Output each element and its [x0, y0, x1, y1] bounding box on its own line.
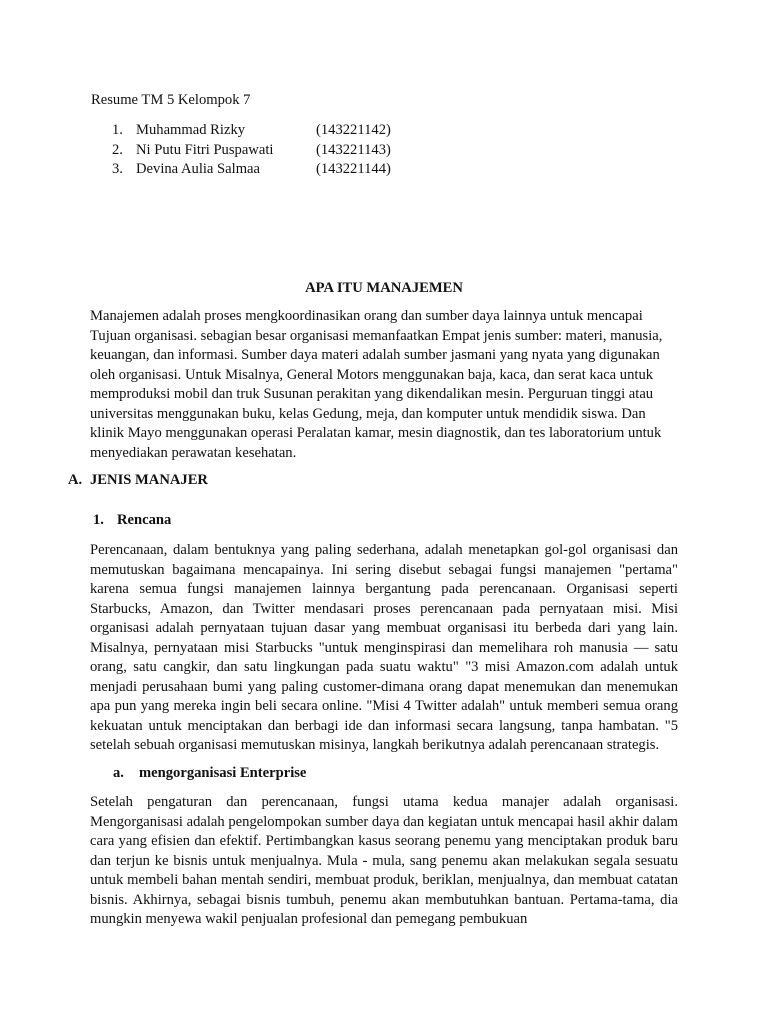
member-list — [112, 121, 391, 180]
member-number: 3. — [112, 161, 123, 177]
member-id: (143221143) — [316, 141, 391, 158]
intro-paragraph: Manajemen adalah proses mengkoordinasikan orang dan sumber daya lainnya untuk mencapai Tujuan organisasi. sebagian besar organisasi memanfaatkan Empat jenis sumber: materi, manusia, keuangan, dan informasi. Sumber daya materi adalah sumber jasmani yang nyata yang digunakan oleh organisasi. Untuk Misalnya, General Motors menggunakan baja, kaca, dan serat kaca untuk memproduksi mobil dan truk Susunan perakitan yang dikendalikan mesin. Perguruan tinggi atau universitas menggunakan buku, kelas Gedung, meja, dan komputer untuk mendidik siswa. Dan klinik Mayo menggunakan operasi Peralatan kamar, mesin diagnostik, dan tes laboratorium untuk menyediakan perawatan kesehatan. — [90, 308, 663, 461]
member-number: 2. — [112, 141, 123, 158]
member-number: 1. — [112, 122, 123, 138]
member-name: Devina Aulia Salmaa — [136, 161, 261, 177]
section-a-letter: A. — [68, 472, 83, 488]
section-a-title: JENIS MANAJER — [90, 472, 208, 488]
subsection-a-title: mengorganisasi Enterprise — [139, 765, 307, 781]
member-name: Ni Putu Fitri Puspawati — [136, 141, 274, 158]
subsection-1-number: 1. — [93, 512, 104, 528]
subsection-1-heading — [93, 512, 171, 529]
main-heading: APA ITU MANAJEMEN — [305, 280, 463, 296]
list-item — [112, 141, 391, 161]
rencana-paragraph: Perencanaan, dalam bentuknya yang paling sederhana, adalah menetapkan gol-gol organisasi dan memutuskan bagaimana mencapainya. Ini sering disebut sebagai fungsi manajemen "pertama" karena semua fungsi manajemen lainnya bergantung pada perencanaan. Organisasi seperti Starbucks, Amazon, dan Twitter mendasari proses perencanaan pada pernyataan misi. Misi organisasi adalah pernyataan tujuan dasar yang membuat organisasi itu berbeda dari yang lain. Misalnya, pernyataan misi Starbucks "untuk menginspirasi dan memelihara roh manusia — satu orang, satu cangkir, dan satu lingkungan pada suatu waktu" "3 misi Amazon.com adalah untuk menjadi perusahaan bumi yang paling customer-dimana orang dapat menemukan dan menemukan apa pun yang mereka ingin beli secara online. "Misi 4 Twitter adalah" untuk memberi semua orang kekuatan untuk menciptakan dan berbagi ide dan informasi secara langsung, tanpa hambatan. "5 setelah sebuah organisasi memutuskan misinya, langkah berikutnya adalah perencanaan strategis. — [90, 542, 678, 753]
resume-title: Resume TM 5 Kelompok 7 — [91, 92, 251, 108]
member-name: Muhammad Rizky — [136, 122, 246, 138]
section-a-heading — [68, 472, 208, 489]
subsection-a-letter: a. — [113, 765, 124, 781]
organisasi-paragraph: Setelah pengaturan dan perencanaan, fungsi utama kedua manajer adalah organisasi. Mengorganisasi adalah pengelompokan sumber daya dan kegiatan untuk mencapai hasil akhir dalam cara yang efisien dan efektif. Pertimbangkan kasus seorang penemu yang menciptakan produk baru dan terjun ke bisnis untuk menjualnya. Mula - mula, sang penemu akan melakukan segala sesuatu untuk membeli bahan mentah sendiri, membuat produk, beriklan, menjualnya, dan membuat catatan bisnis. Akhirnya, sebagai bisnis tumbuh, penemu akan membutuhkan bantuan. Pertama-tama, dia mungkin menyewa wakil penjualan profesional dan pemegang pembukuan — [90, 794, 678, 927]
subsection-a-heading — [113, 765, 306, 782]
list-item — [112, 160, 391, 180]
list-item — [112, 121, 391, 141]
member-id: (143221144) — [316, 161, 391, 177]
member-id: (143221142) — [316, 122, 391, 138]
subsection-1-title: Rencana — [117, 512, 172, 528]
